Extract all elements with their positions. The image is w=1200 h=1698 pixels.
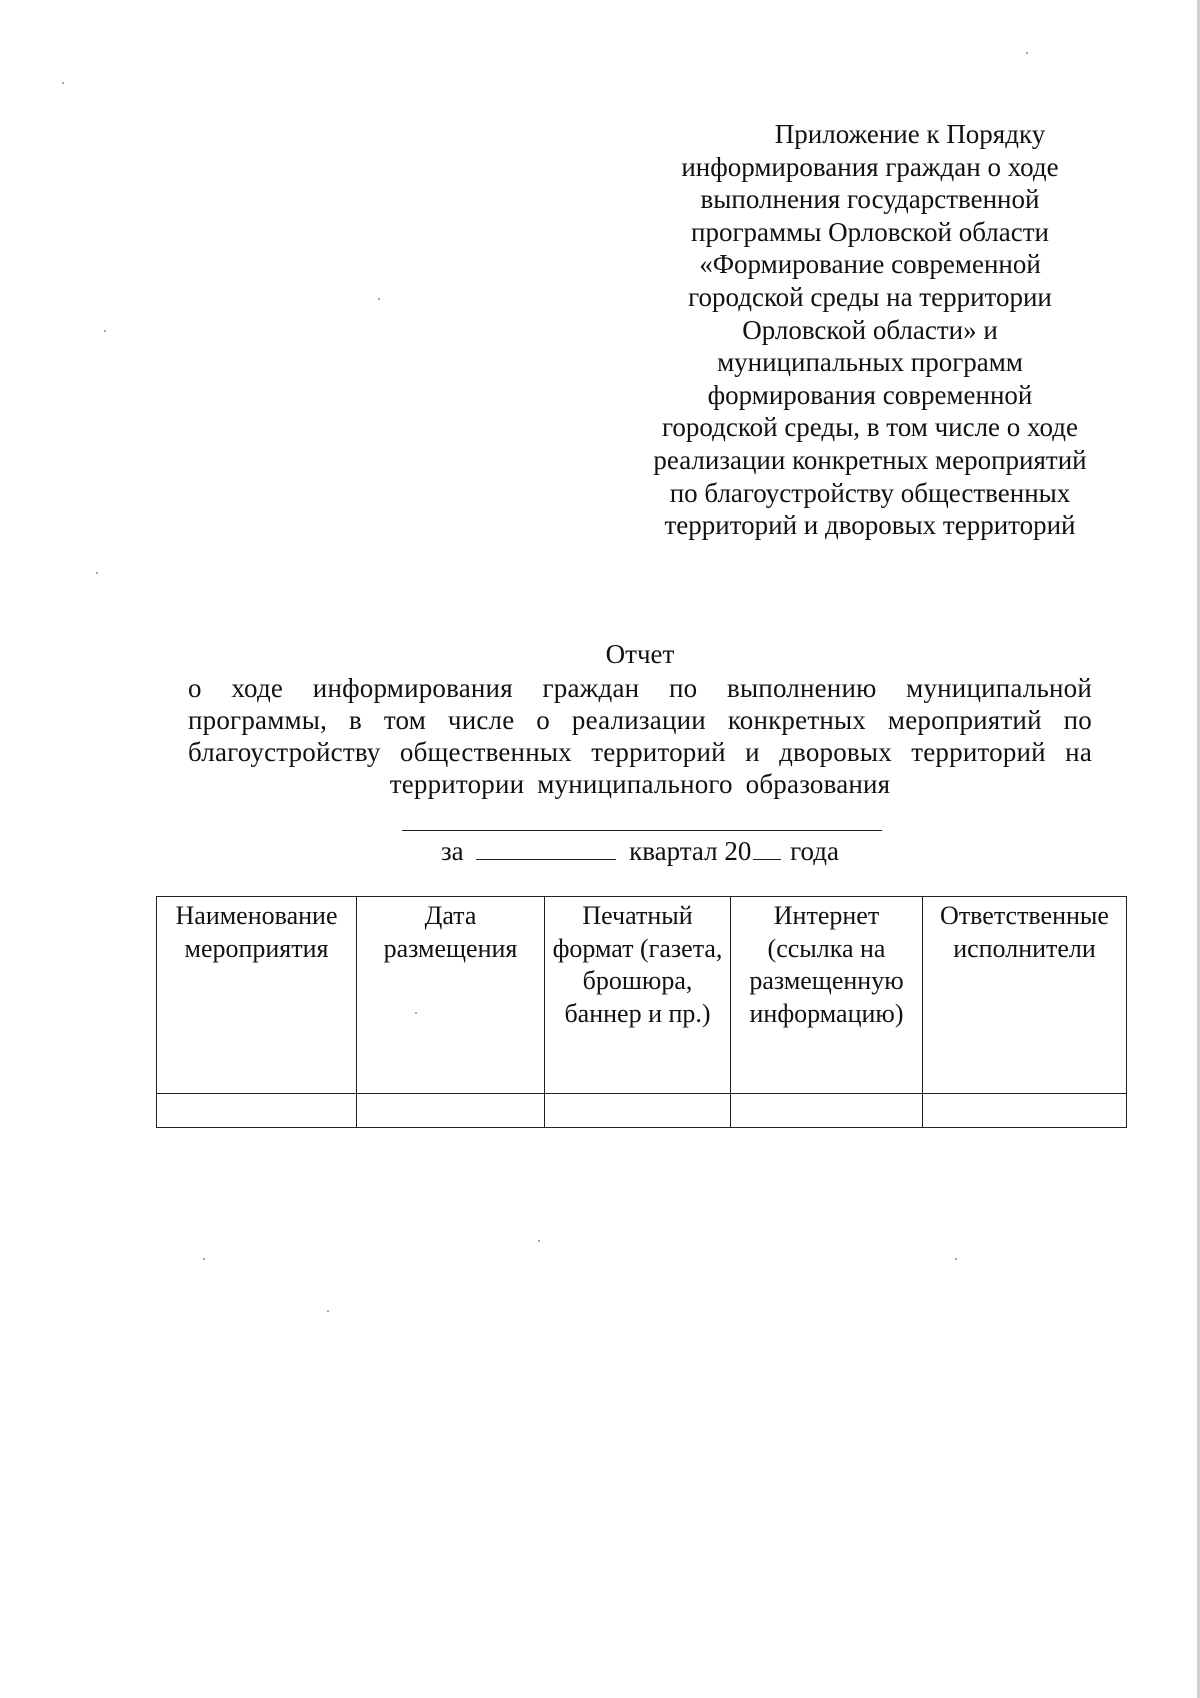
scan-speck [96,572,98,574]
table-cell [545,1094,731,1128]
report-table [156,896,1127,1128]
scan-speck [203,1258,205,1260]
year-blank [753,837,781,860]
appendix-line: программы Орловской области [691,216,1049,247]
scan-speck [104,330,106,332]
column-header-print-format: Печатный формат (газета, брошюра, баннер и пр.) [545,897,731,1094]
report-period [380,833,900,869]
appendix-line: выполнения государственной [700,184,1040,215]
appendix-line: городской среды, в том числе о ходе [662,412,1078,443]
appendix-line: территорий и дворовых территорий [664,510,1076,541]
table-cell [357,1094,545,1128]
scan-speck [62,82,64,84]
column-header-event-name: Наименование мероприятия [157,897,357,1094]
scan-speck [327,1310,329,1312]
appendix-line: Орловской области» и [742,314,998,345]
appendix-note [640,118,1100,542]
scan-speck [1026,52,1028,54]
period-prefix: за [441,836,464,866]
column-header-placement-date: Дата размещения [357,897,545,1094]
quarter-blank [476,837,616,860]
appendix-line: информирования граждан о ходе [681,151,1059,182]
municipality-blank-line [402,830,882,831]
appendix-line: по благоустройству общественных [669,477,1071,508]
appendix-line: муниципальных программ [717,347,1023,378]
appendix-line: Приложение к Порядку [774,119,1046,149]
appendix-line: городской среды на территории [688,281,1052,312]
appendix-line: реализации конкретных мероприятий [653,444,1087,475]
table-row [157,1094,1127,1128]
appendix-line: формирования современной [707,379,1033,410]
appendix-line: «Формирование современной [699,249,1041,280]
period-middle: квартал 20 [629,836,752,866]
table-cell [923,1094,1127,1128]
table-cell [731,1094,923,1128]
report-title: Отчет [605,639,675,669]
report-subtitle: о ходе информирования граждан по выполнению муниципальной программы, в том числе о реализации конкретных мероприятий по благоустройству общественных территорий и дворовых территорий на территории муниципального образования [188,673,1092,799]
scan-speck [538,1240,540,1242]
table-cell [157,1094,357,1128]
table-header-row [157,897,1127,1094]
column-header-responsible: Ответственные исполнители [923,897,1127,1094]
scan-speck [955,1258,957,1260]
column-header-internet-link: Интернет (ссылка на размещенную информацию) [731,897,923,1094]
scan-speck [378,298,380,300]
period-suffix: года [790,836,839,866]
scan-speck [415,1012,417,1014]
